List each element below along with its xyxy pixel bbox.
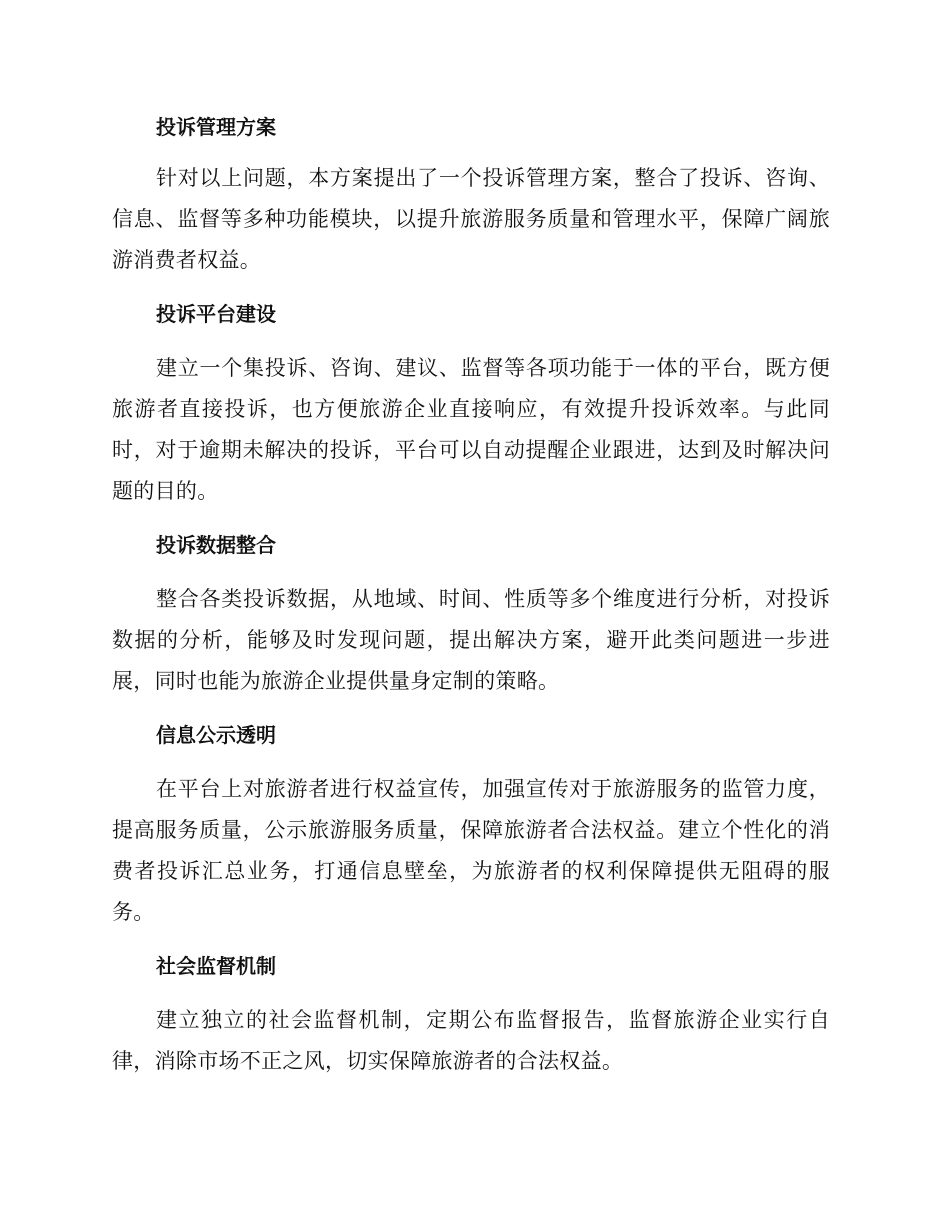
section-heading: 信息公示透明 <box>156 723 276 747</box>
section-data-integration <box>112 524 830 702</box>
section-platform-construction <box>112 293 830 512</box>
document-page <box>112 106 830 1082</box>
section-information-disclosure <box>112 714 830 933</box>
section-paragraph: 建立一个集投诉、咨询、建议、监督等各项功能于一体的平台，既方便旅游者直接投诉，也方便旅游企业直接响应，有效提升投诉效率。与此同时，对于逾期未解决的投诉，平台可以自动提醒企业跟进，达到及时解决问题的目的。 <box>112 356 830 503</box>
section-heading: 投诉管理方案 <box>156 115 276 139</box>
section-heading: 社会监督机制 <box>156 954 276 978</box>
section-paragraph: 建立独立的社会监督机制，定期公布监督报告，监督旅游企业实行自律，消除市场不正之风，切实保障旅游者的合法权益。 <box>112 1008 830 1073</box>
section-paragraph: 整合各类投诉数据，从地域、时间、性质等多个维度进行分析，对投诉数据的分析，能够及时发现问题，提出解决方案，避开此类问题进一步进展，同时也能为旅游企业提供量身定制的策略。 <box>112 587 830 693</box>
section-paragraph: 在平台上对旅游者进行权益宣传，加强宣传对于旅游服务的监管力度，提高服务质量，公示旅游服务质量，保障旅游者合法权益。建立个性化的消费者投诉汇总业务，打通信息壁垒，为旅游者的权利保障提供无阻碍的服务。 <box>112 777 830 924</box>
section-complaint-management <box>112 106 830 281</box>
section-heading: 投诉平台建设 <box>156 302 276 326</box>
section-paragraph: 针对以上问题，本方案提出了一个投诉管理方案，整合了投诉、咨询、信息、监督等多种功能模块，以提升旅游服务质量和管理水平，保障广阔旅游消费者权益。 <box>112 166 830 272</box>
section-social-supervision <box>112 945 830 1082</box>
section-heading: 投诉数据整合 <box>156 533 276 557</box>
